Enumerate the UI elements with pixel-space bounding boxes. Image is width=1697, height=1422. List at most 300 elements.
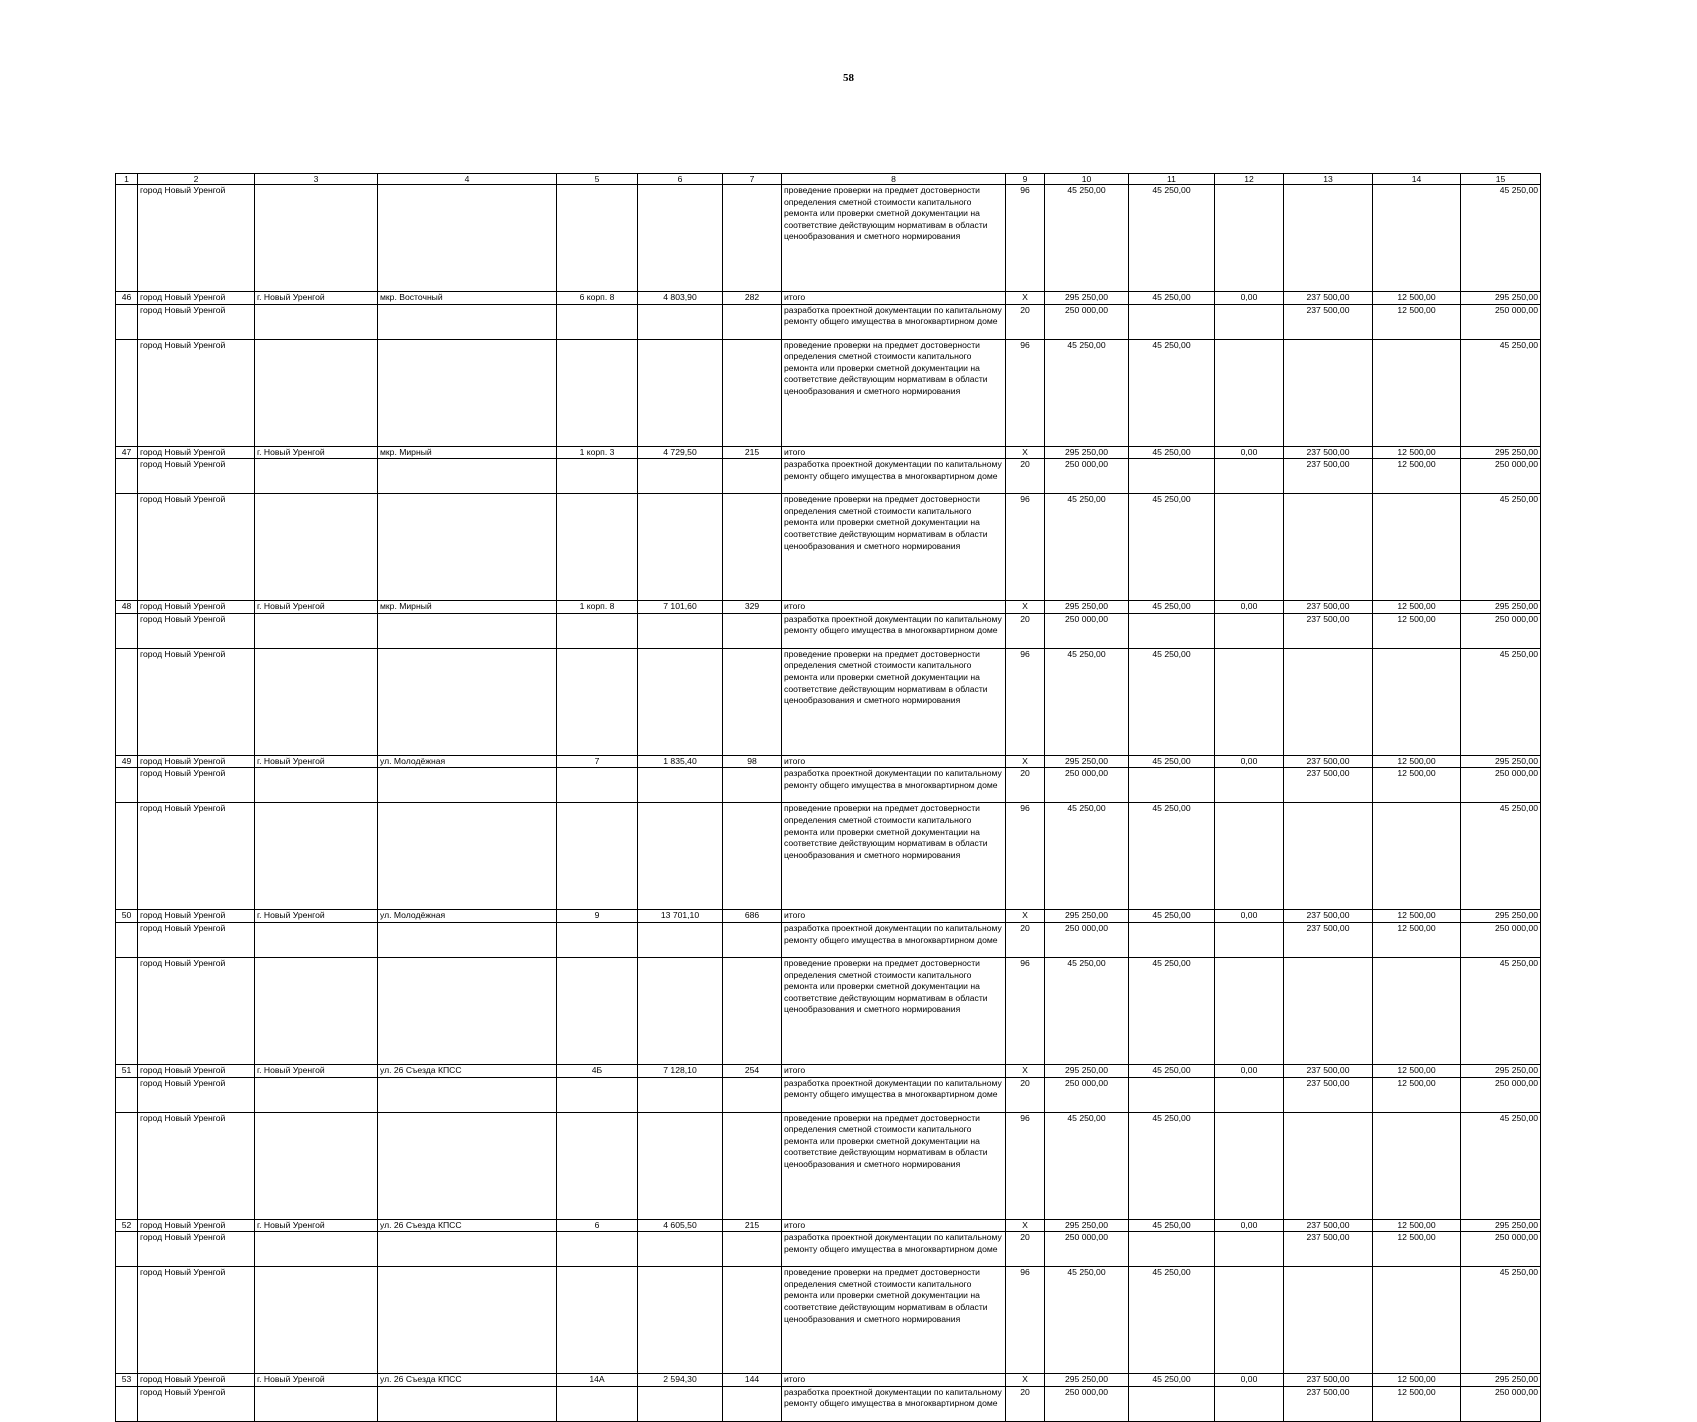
table-cell [1284,339,1373,446]
table-cell [1129,1232,1215,1267]
table-cell: 0,00 [1215,601,1284,614]
table-cell [1284,957,1373,1064]
column-header: 9 [1006,174,1045,185]
design-row [116,768,1541,803]
table-cell: 250 000,00 [1461,304,1541,339]
table-cell [638,1077,723,1112]
table-cell: 45 250,00 [1461,339,1541,446]
table-cell: 250 000,00 [1461,459,1541,494]
table-cell: 7 [557,755,638,768]
table-cell: 237 500,00 [1284,459,1373,494]
table-cell [116,613,138,648]
table-cell [116,1077,138,1112]
table-cell [255,803,378,910]
table-cell [1129,768,1215,803]
table-cell [638,339,723,446]
table-cell: 329 [723,601,782,614]
table-cell [723,494,782,601]
design-row [116,1386,1541,1421]
table-cell: X [1006,1064,1045,1077]
table-cell [378,803,557,910]
table-cell: г. Новый Уренгой [255,755,378,768]
table-cell: 237 500,00 [1284,446,1373,459]
table-cell: итого [782,446,1006,459]
table-cell: 48 [116,601,138,614]
table-cell: 0,00 [1215,1064,1284,1077]
table-cell [378,922,557,957]
table-cell: 295 250,00 [1461,601,1541,614]
table-cell [1215,304,1284,339]
check-row [116,339,1541,446]
table-cell: 45 250,00 [1129,339,1215,446]
table-cell: 295 250,00 [1461,910,1541,923]
table-cell: город Новый Уренгой [138,459,255,494]
table-cell: 12 500,00 [1373,768,1461,803]
table-cell [1129,922,1215,957]
table-cell: 96 [1006,339,1045,446]
table-cell [1215,1112,1284,1219]
table-cell [116,185,138,292]
table-cell: 0,00 [1215,1374,1284,1387]
table-cell: 45 250,00 [1045,494,1129,601]
table-cell: 295 250,00 [1045,755,1129,768]
table-cell: мкр. Мирный [378,601,557,614]
table-cell [1284,1112,1373,1219]
table-cell: 250 000,00 [1461,922,1541,957]
table-cell [1129,304,1215,339]
table-cell [723,459,782,494]
table-cell: 20 [1006,922,1045,957]
capital-repair-table [115,173,1541,1422]
check-row [116,185,1541,292]
table-cell: г. Новый Уренгой [255,446,378,459]
table-cell [378,304,557,339]
design-row [116,613,1541,648]
table-cell [378,1112,557,1219]
table-cell: 45 250,00 [1129,494,1215,601]
table-cell: город Новый Уренгой [138,1219,255,1232]
table-cell: г. Новый Уренгой [255,1219,378,1232]
table-cell: 295 250,00 [1461,292,1541,305]
total-row [116,446,1541,459]
table-cell: город Новый Уренгой [138,1386,255,1421]
table-cell: 96 [1006,648,1045,755]
table-cell: 20 [1006,1232,1045,1267]
table-cell [557,459,638,494]
table-cell [1373,957,1461,1064]
table-cell [116,459,138,494]
table-cell [378,768,557,803]
table-cell: город Новый Уренгой [138,339,255,446]
table-cell [255,1386,378,1421]
table-cell: 96 [1006,1112,1045,1219]
table-cell [1215,768,1284,803]
table-cell: город Новый Уренгой [138,768,255,803]
table-cell: проведение проверки на предмет достоверности определения сметной стоимости капитального ремонта или проверки сметной документации на соответствие действующим нормативам в области ценообразования и сметного нормирования [782,803,1006,910]
table-cell [557,1232,638,1267]
table-cell: г. Новый Уренгой [255,601,378,614]
table-cell: мкр. Мирный [378,446,557,459]
table-cell: 46 [116,292,138,305]
table-cell: ул. Молодёжная [378,755,557,768]
table-cell [378,648,557,755]
table-cell [1129,613,1215,648]
table-cell [557,957,638,1064]
check-row [116,1112,1541,1219]
table-cell: город Новый Уренгой [138,304,255,339]
table-cell [1215,1386,1284,1421]
table-cell: 250 000,00 [1045,613,1129,648]
table-cell: 12 500,00 [1373,1232,1461,1267]
table-cell: 250 000,00 [1045,1386,1129,1421]
table-cell: 12 500,00 [1373,292,1461,305]
table-cell: 20 [1006,1386,1045,1421]
table-cell: проведение проверки на предмет достоверности определения сметной стоимости капитального ремонта или проверки сметной документации на соответствие действующим нормативам в области ценообразования и сметного нормирования [782,185,1006,292]
table-cell: г. Новый Уренгой [255,1064,378,1077]
table-cell: 0,00 [1215,910,1284,923]
table-cell: 250 000,00 [1461,1386,1541,1421]
table-cell [255,1232,378,1267]
table-cell: 144 [723,1374,782,1387]
table-cell: 237 500,00 [1284,1386,1373,1421]
table-cell [1215,494,1284,601]
table-cell: 250 000,00 [1461,1232,1541,1267]
table-cell: 45 250,00 [1045,339,1129,446]
table-cell: разработка проектной документации по капитальному ремонту общего имущества в многоквартирном доме [782,1232,1006,1267]
table-cell: проведение проверки на предмет достоверности определения сметной стоимости капитального ремонта или проверки сметной документации на соответствие действующим нормативам в области ценообразования и сметного нормирования [782,957,1006,1064]
table-cell: 12 500,00 [1373,459,1461,494]
table-cell: город Новый Уренгой [138,185,255,292]
table-cell: 0,00 [1215,755,1284,768]
table-cell [638,803,723,910]
table-cell [723,1386,782,1421]
table-cell: 250 000,00 [1045,922,1129,957]
table-cell: 295 250,00 [1461,1374,1541,1387]
table-cell: 96 [1006,803,1045,910]
table-cell [255,957,378,1064]
design-row [116,459,1541,494]
table-cell [116,1112,138,1219]
table-cell [378,613,557,648]
table-cell: 250 000,00 [1045,1232,1129,1267]
table-cell: 2 594,30 [638,1374,723,1387]
table-cell: разработка проектной документации по капитальному ремонту общего имущества в многоквартирном доме [782,768,1006,803]
table-cell [255,185,378,292]
table-cell: город Новый Уренгой [138,648,255,755]
table-cell: 45 250,00 [1129,292,1215,305]
table-cell: 0,00 [1215,1219,1284,1232]
table-cell: 12 500,00 [1373,1064,1461,1077]
table-cell [723,613,782,648]
table-cell [116,1386,138,1421]
table-cell: 51 [116,1064,138,1077]
table-cell [116,304,138,339]
table-cell: 0,00 [1215,446,1284,459]
column-header: 15 [1461,174,1541,185]
table-cell: итого [782,1064,1006,1077]
table-cell: 0,00 [1215,292,1284,305]
table-cell [723,768,782,803]
table-cell [1215,922,1284,957]
table-cell: X [1006,292,1045,305]
table-cell: 20 [1006,459,1045,494]
table-cell: 45 250,00 [1129,755,1215,768]
table-cell: город Новый Уренгой [138,1064,255,1077]
table-cell: 14А [557,1374,638,1387]
table-cell: 7 128,10 [638,1064,723,1077]
table-cell: итого [782,1374,1006,1387]
table-cell: 45 250,00 [1129,1112,1215,1219]
total-row [116,755,1541,768]
table-cell: город Новый Уренгой [138,446,255,459]
design-row [116,1077,1541,1112]
table-cell: итого [782,1219,1006,1232]
table-cell: 295 250,00 [1461,1219,1541,1232]
column-header: 4 [378,174,557,185]
table-cell [1215,1267,1284,1374]
table-cell [557,185,638,292]
table-cell: проведение проверки на предмет достоверности определения сметной стоимости капитального ремонта или проверки сметной документации на соответствие действующим нормативам в области ценообразования и сметного нормирования [782,339,1006,446]
table-cell [723,1077,782,1112]
design-row [116,304,1541,339]
table-cell: 20 [1006,768,1045,803]
design-row [116,922,1541,957]
table-cell: разработка проектной документации по капитальному ремонту общего имущества в многоквартирном доме [782,304,1006,339]
table-cell: 96 [1006,957,1045,1064]
table-cell: 96 [1006,185,1045,292]
table-cell: г. Новый Уренгой [255,1374,378,1387]
table-cell: 45 250,00 [1045,1267,1129,1374]
table-cell: 237 500,00 [1284,1064,1373,1077]
table-cell [723,1267,782,1374]
table-cell: 237 500,00 [1284,768,1373,803]
total-row [116,1374,1541,1387]
table-cell: 9 [557,910,638,923]
check-row [116,494,1541,601]
table-cell: 12 500,00 [1373,601,1461,614]
table-cell: 237 500,00 [1284,304,1373,339]
table-cell [723,304,782,339]
table-cell [378,957,557,1064]
table-cell: 250 000,00 [1461,1077,1541,1112]
table-cell [116,648,138,755]
table-cell: 45 250,00 [1045,648,1129,755]
table-cell: 50 [116,910,138,923]
table-cell: разработка проектной документации по капитальному ремонту общего имущества в многоквартирном доме [782,613,1006,648]
table-cell: 1 корп. 8 [557,601,638,614]
table-cell [1129,1386,1215,1421]
table-cell: 295 250,00 [1461,755,1541,768]
table-cell [255,1077,378,1112]
table-cell [255,648,378,755]
table-cell [723,957,782,1064]
table-cell: 237 500,00 [1284,922,1373,957]
table-cell: 12 500,00 [1373,304,1461,339]
table-cell: 45 250,00 [1461,957,1541,1064]
table-cell: 250 000,00 [1045,768,1129,803]
table-cell: 45 250,00 [1129,446,1215,459]
table-cell: 4Б [557,1064,638,1077]
table-cell: город Новый Уренгой [138,613,255,648]
table-cell: 45 250,00 [1461,494,1541,601]
table-cell: X [1006,1219,1045,1232]
table-cell [557,1267,638,1374]
table-cell [1129,1077,1215,1112]
table-cell [1215,459,1284,494]
table-cell [255,459,378,494]
table-cell [723,185,782,292]
table-cell: проведение проверки на предмет достоверности определения сметной стоимости капитального ремонта или проверки сметной документации на соответствие действующим нормативам в области ценообразования и сметного нормирования [782,494,1006,601]
table-cell [638,1112,723,1219]
total-row [116,1219,1541,1232]
check-row [116,648,1541,755]
table-cell: 250 000,00 [1461,613,1541,648]
table-cell: город Новый Уренгой [138,803,255,910]
column-header: 11 [1129,174,1215,185]
table-cell: ул. 26 Съезда КПСС [378,1374,557,1387]
column-header: 5 [557,174,638,185]
table-cell: 52 [116,1219,138,1232]
table-cell [378,185,557,292]
table-cell [557,803,638,910]
table-cell: 295 250,00 [1045,1374,1129,1387]
table-cell: 237 500,00 [1284,1219,1373,1232]
table-cell [1215,648,1284,755]
table-cell [255,613,378,648]
table-cell [1284,648,1373,755]
column-header: 2 [138,174,255,185]
table-cell [638,459,723,494]
table-cell: 295 250,00 [1045,910,1129,923]
table-cell [723,1232,782,1267]
check-row [116,957,1541,1064]
check-row [116,1267,1541,1374]
table-cell: город Новый Уренгой [138,601,255,614]
table-cell: итого [782,292,1006,305]
table-cell: 215 [723,446,782,459]
table-cell [1373,803,1461,910]
table-cell: 45 250,00 [1129,1374,1215,1387]
column-header: 12 [1215,174,1284,185]
table-cell: итого [782,755,1006,768]
table-cell [1215,803,1284,910]
table-cell [557,768,638,803]
table-cell: город Новый Уренгой [138,755,255,768]
column-header: 13 [1284,174,1373,185]
table-cell: 20 [1006,1077,1045,1112]
table-cell [255,1112,378,1219]
table-cell: город Новый Уренгой [138,1232,255,1267]
table-cell [1373,494,1461,601]
table-cell [638,185,723,292]
design-row [116,1232,1541,1267]
table-cell: 295 250,00 [1045,601,1129,614]
table-cell: 1 корп. 3 [557,446,638,459]
table-cell [557,339,638,446]
table-cell: ул. 26 Съезда КПСС [378,1219,557,1232]
table-cell: город Новый Уренгой [138,1077,255,1112]
table-cell: 12 500,00 [1373,446,1461,459]
table-cell: 12 500,00 [1373,1077,1461,1112]
table-cell [1284,803,1373,910]
table-cell [116,803,138,910]
table-cell [638,768,723,803]
table-cell: 4 803,90 [638,292,723,305]
table-cell: 45 250,00 [1129,957,1215,1064]
table-cell: 20 [1006,304,1045,339]
column-header: 6 [638,174,723,185]
table-cell: 53 [116,1374,138,1387]
table-cell [638,1232,723,1267]
table-cell: г. Новый Уренгой [255,292,378,305]
table-cell [116,494,138,601]
table-cell [116,957,138,1064]
table-cell [557,304,638,339]
table-cell: город Новый Уренгой [138,922,255,957]
table-cell [1215,185,1284,292]
table-cell: разработка проектной документации по капитальному ремонту общего имущества в многоквартирном доме [782,1386,1006,1421]
table-cell: 295 250,00 [1461,1064,1541,1077]
table-cell: 45 250,00 [1129,601,1215,614]
table-cell [1129,459,1215,494]
table-cell: город Новый Уренгой [138,1112,255,1219]
table-cell: город Новый Уренгой [138,957,255,1064]
table-cell: X [1006,755,1045,768]
check-row [116,803,1541,910]
table-cell [116,339,138,446]
table-cell [378,1386,557,1421]
table-cell: город Новый Уренгой [138,292,255,305]
table-cell: 45 250,00 [1045,185,1129,292]
table-cell [255,494,378,601]
header-row [116,174,1541,185]
table-cell: 45 250,00 [1461,1112,1541,1219]
table-cell [723,803,782,910]
total-row [116,910,1541,923]
table-cell [557,494,638,601]
table-cell: итого [782,601,1006,614]
table-cell: 250 000,00 [1045,1077,1129,1112]
table-cell [638,922,723,957]
table-cell: 45 250,00 [1129,1219,1215,1232]
table-cell [638,613,723,648]
page-number: 58 [843,72,854,84]
table-cell: 12 500,00 [1373,1219,1461,1232]
table-cell [1215,1077,1284,1112]
table-cell: 250 000,00 [1045,304,1129,339]
table-cell: проведение проверки на предмет достоверности определения сметной стоимости капитального ремонта или проверки сметной документации на соответствие действующим нормативам в области ценообразования и сметного нормирования [782,648,1006,755]
table-cell [255,339,378,446]
table-cell: 45 250,00 [1045,1112,1129,1219]
table-cell [638,1386,723,1421]
table-cell: 686 [723,910,782,923]
table-cell: проведение проверки на предмет достоверности определения сметной стоимости капитального ремонта или проверки сметной документации на соответствие действующим нормативам в области ценообразования и сметного нормирования [782,1112,1006,1219]
table-cell [255,1267,378,1374]
table-cell: 45 250,00 [1129,1267,1215,1374]
table-cell: 45 250,00 [1461,185,1541,292]
table-cell: итого [782,910,1006,923]
table-cell [378,1267,557,1374]
table-cell: 47 [116,446,138,459]
table-cell [1215,957,1284,1064]
table-cell [1284,1267,1373,1374]
table-cell: 215 [723,1219,782,1232]
table-cell [638,494,723,601]
table-cell: 237 500,00 [1284,1077,1373,1112]
table-cell [116,1267,138,1374]
table-cell: разработка проектной документации по капитальному ремонту общего имущества в многоквартирном доме [782,459,1006,494]
table-cell: разработка проектной документации по капитальному ремонту общего имущества в многоквартирном доме [782,922,1006,957]
